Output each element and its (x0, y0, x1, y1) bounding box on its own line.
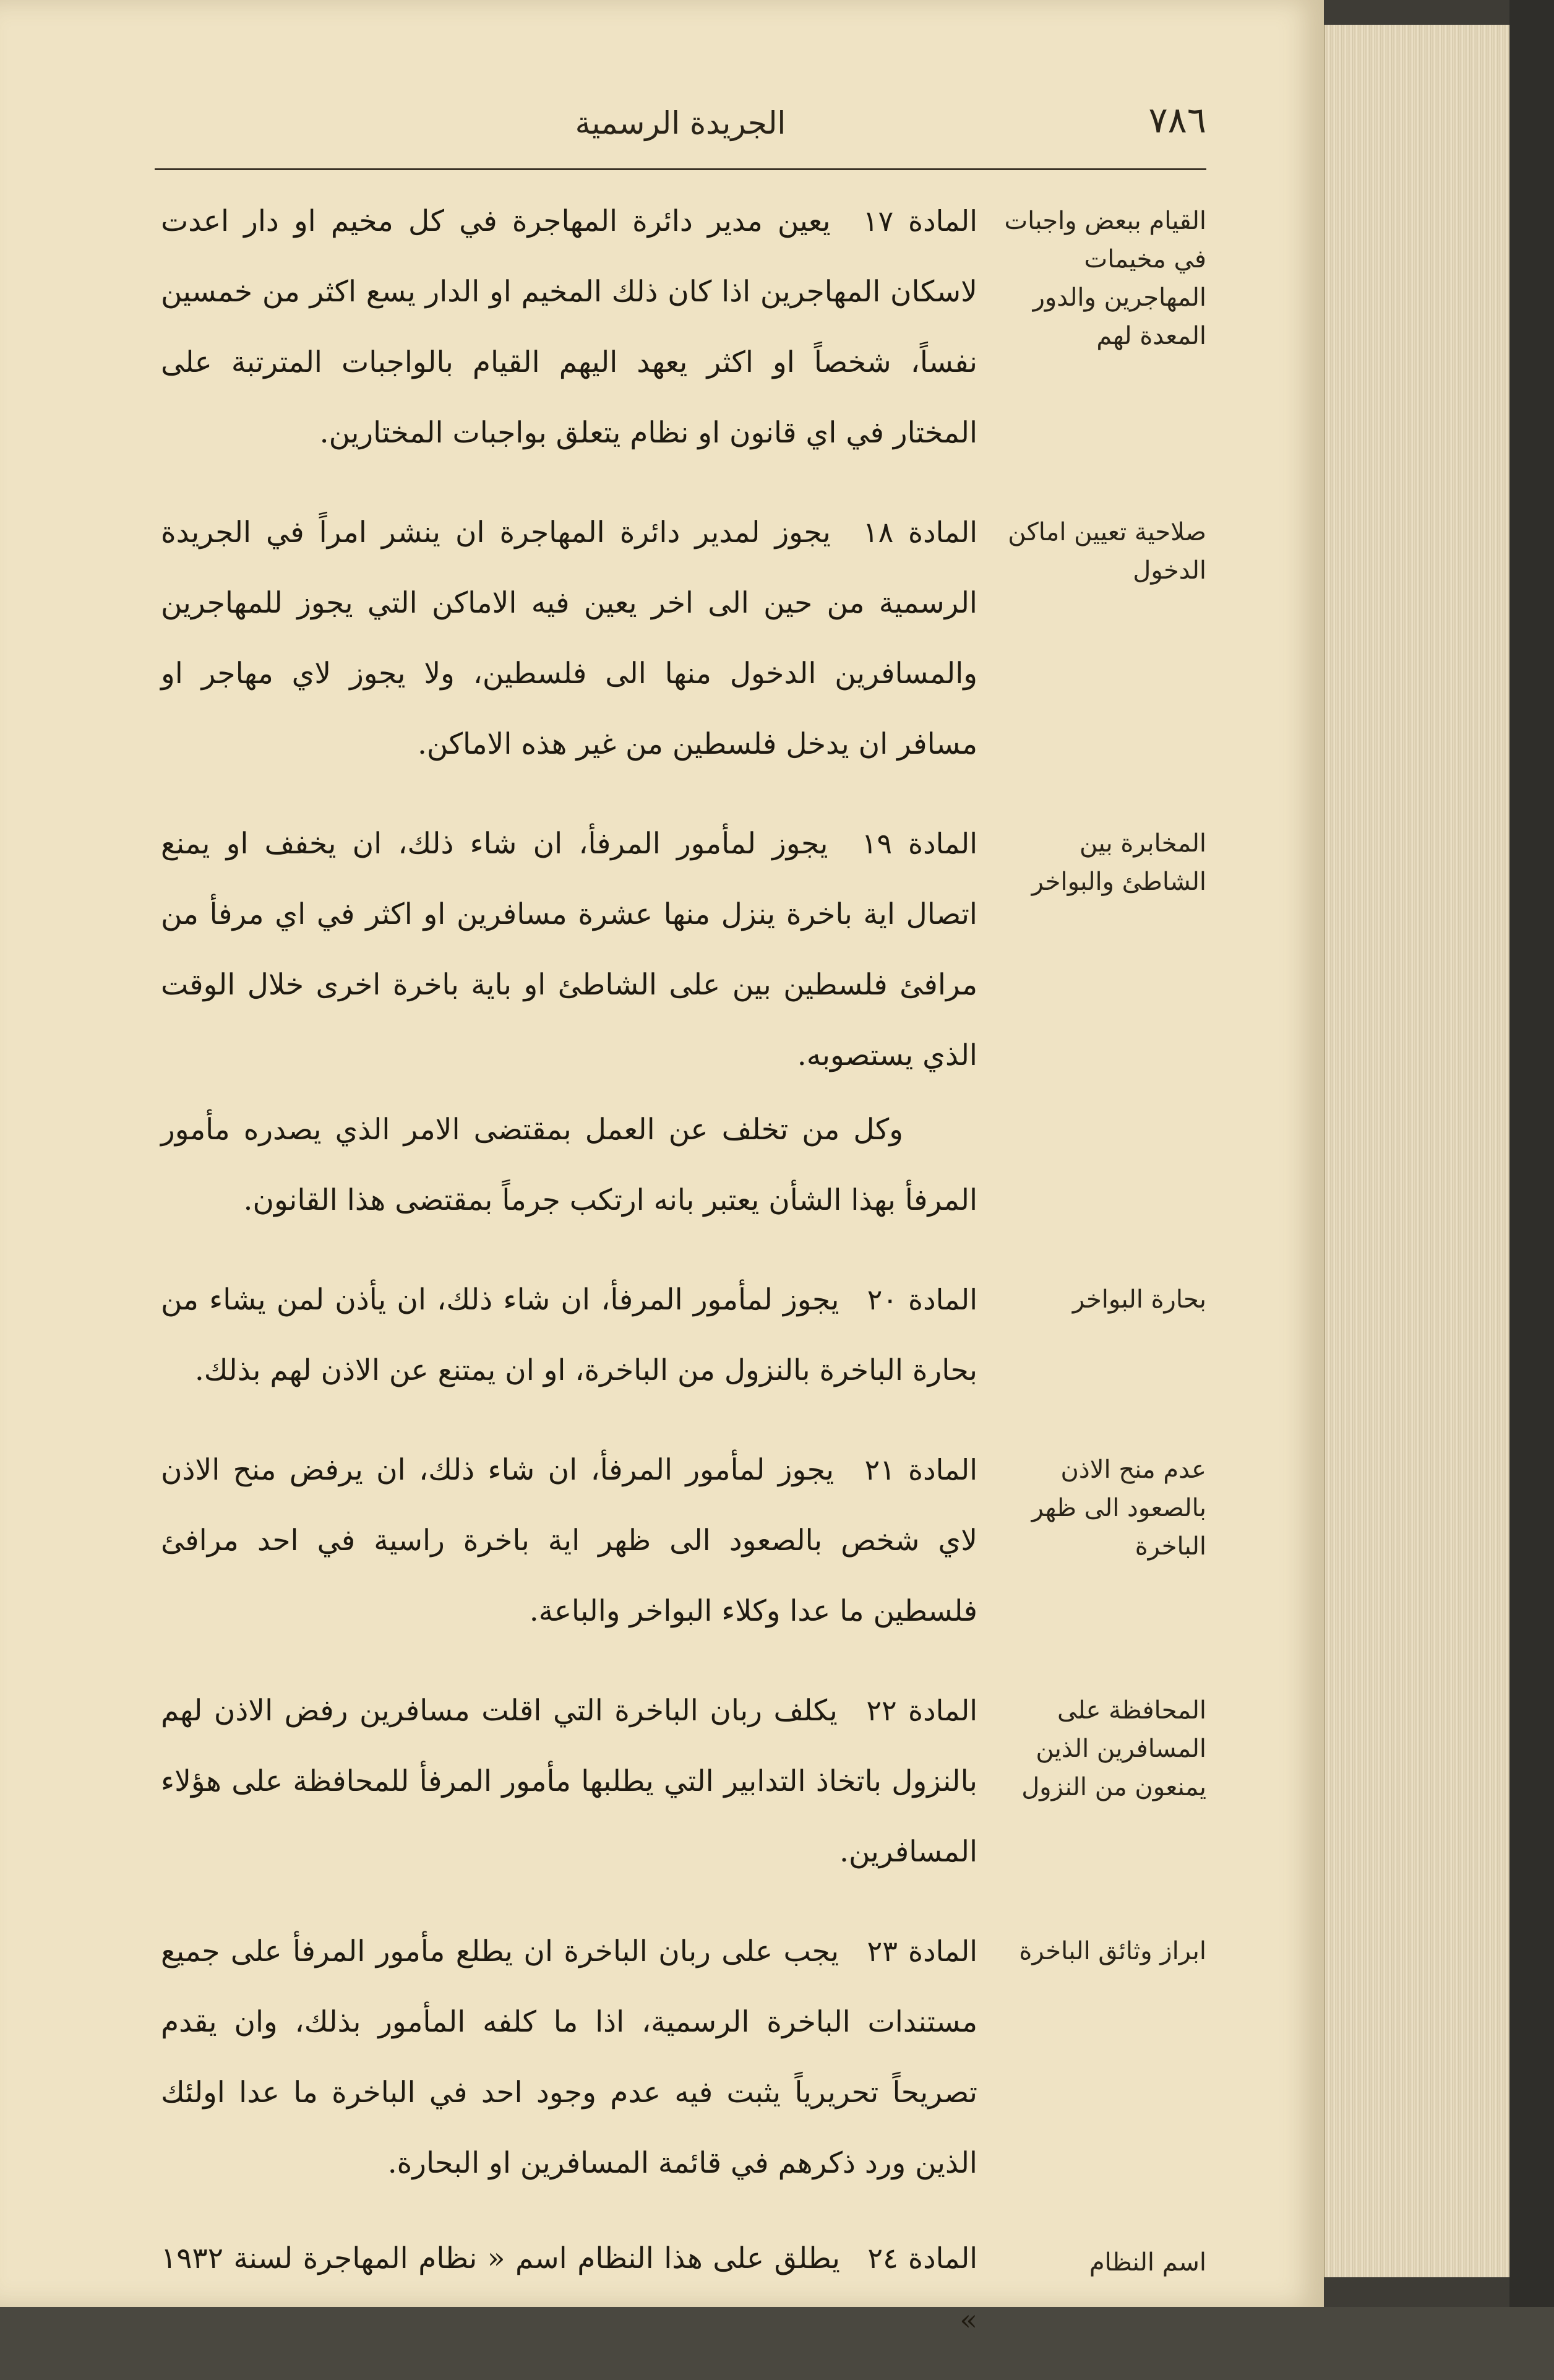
article-number: المادة ٢٠ (867, 1283, 977, 1316)
article-text: يجوز لمأمور المرفأ، ان شاء ذلك، ان يخفف او يمنع اتصال اية باخرة ينزل منها عشرة مسافرين او اكثر في اي مرفأ من مرافئ فلسطين بين على الشاطئ او باية باخرة اخرى خلال الوقت الذي يستصوبه. (161, 827, 977, 1072)
article-text: يطلق على هذا النظام اسم « نظام المهاجرة لسنة ١٩٣٢ » (161, 2241, 977, 2337)
article-side-note: المحافظة على المسافرين الذين يمنعون من النزول (1021, 1696, 1206, 1801)
page-number: ٧٨٦ (1148, 99, 1206, 141)
article-24 (155, 2227, 1206, 2352)
article-number: المادة ١٨ (862, 515, 977, 549)
article-text: يجوز لمأمور المرفأ، ان شاء ذلك، ان يأذن لمن يشاء من بحارة الباخرة بالنزول من الباخرة، او ان يمتنع عن الاذن لهم بذلك. (161, 1283, 977, 1387)
article-body (161, 1916, 977, 2199)
article-17 (155, 186, 1206, 468)
article-side-note: صلاحية تعيين اماكن الدخول (1008, 518, 1206, 585)
article-number: المادة ٢١ (864, 1453, 977, 1486)
article-text: يجب على ربان الباخرة ان يطلع مأمور المرفأ على جميع مستندات الباخرة الرسمية، اذا ما كلفه المأمور بذلك، وان يقدم تصريحاً تحريرياً يثبت فيه عدم وجود احد في الباخرة ما عدا اولئك الذين ورد ذكرهم في قائمة المسافرين او البحارة. (161, 1934, 977, 2180)
article-number: المادة ١٩ (861, 827, 977, 860)
article-side-note: اسم النظام (1089, 2248, 1206, 2277)
book-cover-edge (1509, 0, 1554, 2307)
article-body (161, 808, 977, 1236)
article-side-note: القيام ببعض واجبات في مخيمات المهاجرين والدور المعدة لهم (1004, 207, 1206, 350)
article-side-note: عدم منح الاذن بالصعود الى ظهر الباخرة (1031, 1455, 1206, 1561)
article-number: المادة ٢٤ (867, 2241, 977, 2275)
article-text: يعين مدير دائرة المهاجرة في كل مخيم او دار اعدت لاسكان المهاجرين اذا كان ذلك المخيم او الدار يسع اكثر من خمسين نفساً، شخصاً او اكثر يعهد اليهم القيام بالواجبات المترتبة على المختار في اي قانون او نظام يتعلق بواجبات المختارين. (161, 204, 977, 450)
header-rule (155, 168, 1206, 170)
article-22 (155, 1675, 1206, 1887)
article-text-paragraph-2: وكل من تخلف عن العمل بمقتضى الامر الذي يصدره مأمور المرفأ بهذا الشأن يعتبر بانه ارتكب جرماً بمقتضى هذا القانون. (161, 1113, 977, 1217)
article-side-note: بحارة البواخر (1072, 1285, 1206, 1314)
article-21 (155, 1434, 1206, 1647)
article-body (161, 1264, 977, 1406)
article-23 (155, 1916, 1206, 2199)
article-side-note: المخابرة بين الشاطئ والبواخر (1031, 829, 1206, 896)
article-text: يجوز لمأمور المرفأ، ان شاء ذلك، ان يرفض منح الاذن لاي شخص بالصعود الى ظهر اية باخرة راسية في احد مرافئ فلسطين ما عدا وكلاء البواخر والباعة. (161, 1453, 977, 1628)
article-side-note: ابراز وثائق الباخرة (1019, 1937, 1206, 1965)
article-number: المادة ١٧ (862, 204, 977, 238)
article-18 (155, 497, 1206, 780)
page-edges (1324, 25, 1511, 2277)
article-number: المادة ٢٢ (866, 1694, 977, 1727)
article-body (161, 1434, 977, 1647)
article-20 (155, 1264, 1206, 1406)
article-text: يكلف ربان الباخرة التي اقلت مسافرين رفض الاذن لهم بالنزول باتخاذ التدابير التي يطلبها مأمور المرفأ للمحافظة على هؤلاء المسافرين. (161, 1694, 977, 1869)
running-title: الجريدة الرسمية (575, 105, 786, 141)
articles-list (155, 186, 1206, 2380)
article-body (161, 1675, 977, 1887)
article-body (161, 497, 977, 780)
article-body (161, 186, 977, 468)
article-19 (155, 808, 1206, 1236)
page-header (155, 93, 1206, 167)
article-text: يجوز لمدير دائرة المهاجرة ان ينشر امراً في الجريدة الرسمية من حين الى اخر يعين فيه الاماكن التي يجوز للمهاجرين والمسافرين الدخول منها الى فلسطين، ولا يجوز لاي مهاجر او مسافر ان يدخل فلسطين من غير هذه الاماكن. (161, 515, 977, 761)
article-number: المادة ٢٣ (867, 1934, 977, 1968)
article-body (161, 2227, 977, 2352)
